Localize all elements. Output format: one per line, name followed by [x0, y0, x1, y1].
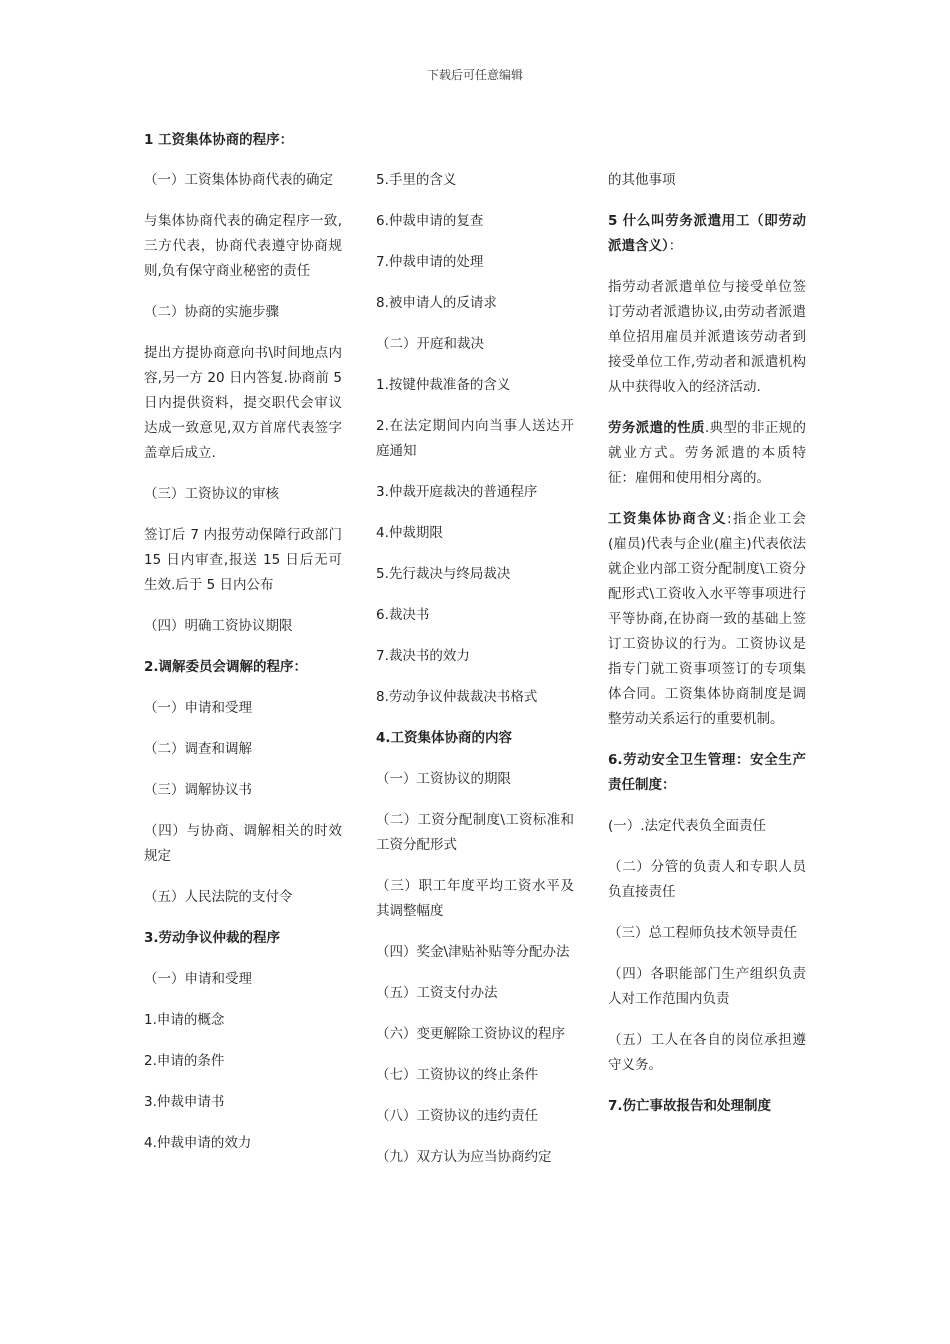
- paragraph: 3.仲裁开庭裁决的普通程序: [376, 484, 538, 500]
- paragraph: （九）双方认为应当协商约定: [376, 1149, 552, 1165]
- paragraph: 提出方提协商意向书\时间地点内容,另一方 20 日内答复.协商前 5 日内提供资料，提交职代会审议达成一致意见,双方首席代表签字盖章后成立.: [144, 345, 342, 461]
- paragraph: 1.按键仲裁准备的含义: [376, 377, 511, 393]
- column-left: [144, 168, 342, 1172]
- section-title: 1 工资集体协商的程序：: [144, 132, 294, 148]
- paragraph: [608, 921, 806, 946]
- paragraph: 签订后 7 内报劳动保障行政部门 15 日内审查,报送 15 日后无可生效.后于 5 日内公布: [144, 527, 342, 593]
- text-span: （四）各职能部门生产组织负责人对工作范围内负责: [608, 966, 806, 1007]
- paragraph: （四）与协商、调解相关的时效规定: [144, 823, 342, 864]
- bold-term: 劳务派遣的性质: [608, 420, 705, 436]
- section-heading: 2.调解委员会调解的程序：: [144, 659, 308, 675]
- bold-term: 5 什么叫劳务派遣用工（即劳动派遣含义）: [608, 213, 806, 254]
- paragraph: （一）工资协议的期限: [376, 771, 511, 787]
- paragraph: 2.在法定期间内向当事人送达开庭通知: [376, 418, 574, 459]
- text-span: :指企业工会(雇员)代表与企业(雇主)代表依法就企业内部工资分配制度\工资分配形式\工资收入水平等事项进行平等协商,在协商一致的基础上签订工资协议的行为。工资协议是指专门就工资事项签订的专项集体合同。工资集体协商制度是调整劳动关系运行的重要机制。: [608, 511, 806, 727]
- text-span: （三）总工程师负技术领导责任: [608, 925, 797, 941]
- paragraph: （一）申请和受理: [144, 971, 252, 987]
- paragraph: [608, 1094, 806, 1119]
- paragraph: [608, 168, 806, 193]
- paragraph: 8.被申请人的反请求: [376, 295, 497, 311]
- paragraph: （六）变更解除工资协议的程序: [376, 1026, 565, 1042]
- paragraph: （二）开庭和裁决: [376, 336, 484, 352]
- paragraph: （五）工资支付办法: [376, 985, 498, 1001]
- bold-term: 6.劳动安全卫生管理：安全生产责任制度：: [608, 752, 806, 793]
- paragraph: （二）调查和调解: [144, 741, 252, 757]
- column-middle: [376, 168, 574, 1186]
- page-header: 下载后可任意编辑: [426, 68, 523, 82]
- paragraph: 8.劳动争议仲裁裁决书格式: [376, 689, 538, 705]
- text-span: .典型的非正规的就业方式。劳务派遣的本质特征：雇佣和使用相分离的。: [608, 420, 807, 486]
- paragraph: （一）工资集体协商代表的确定: [144, 172, 333, 188]
- bold-term: 7.伤亡事故报告和处理制度: [608, 1098, 772, 1114]
- paragraph: [608, 814, 806, 839]
- paragraph: 6.仲裁申请的复查: [376, 213, 484, 229]
- paragraph: （二）工资分配制度\工资标准和工资分配形式: [376, 812, 574, 853]
- paragraph: （四）奖金\津贴补贴等分配办法: [376, 944, 570, 960]
- paragraph: 4.仲裁申请的效力: [144, 1135, 252, 1151]
- paragraph: [608, 855, 806, 905]
- paragraph: 7.仲裁申请的处理: [376, 254, 484, 270]
- paragraph: [608, 275, 806, 400]
- section-heading: 3.劳动争议仲裁的程序: [144, 930, 281, 946]
- paragraph: 7.裁决书的效力: [376, 648, 470, 664]
- text-span: 指劳动者派遣单位与接受单位签订劳动者派遣协议,由劳动者派遣单位招用雇员并派遣该劳动者到接受单位工作,劳动者和派遣机构从中获得收入的经济活动.: [608, 279, 806, 395]
- text-span: 的其他事项: [608, 172, 676, 188]
- text-span: (一）.法定代表负全面责任: [608, 818, 767, 834]
- paragraph: （七）工资协议的终止条件: [376, 1067, 538, 1083]
- paragraph: （五）人民法院的支付令: [144, 889, 293, 905]
- paragraph: （三）工资协议的审核: [144, 486, 279, 502]
- bold-term: 工资集体协商含义: [608, 511, 728, 527]
- paragraph: （一）申请和受理: [144, 700, 252, 716]
- paragraph: [608, 748, 806, 798]
- paragraph: [608, 416, 806, 491]
- text-span: （二）分管的负责人和专职人员负直接责任: [608, 859, 806, 900]
- section-heading: 4.工资集体协商的内容: [376, 730, 513, 746]
- paragraph: 2.申请的条件: [144, 1053, 225, 1069]
- paragraph: 5.先行裁决与终局裁决: [376, 566, 511, 582]
- paragraph: （四）明确工资协议期限: [144, 618, 293, 634]
- paragraph: （八）工资协议的违约责任: [376, 1108, 538, 1124]
- text-span: （五）工人在各自的岗位承担遵守义务。: [608, 1032, 806, 1073]
- column-right: [608, 168, 806, 1135]
- paragraph: [608, 962, 806, 1012]
- paragraph: （三）调解协议书: [144, 782, 252, 798]
- paragraph: 6.裁决书: [376, 607, 430, 623]
- paragraph: （二）协商的实施步骤: [144, 304, 279, 320]
- paragraph: [608, 209, 806, 259]
- paragraph: [608, 507, 806, 732]
- text-span: ：: [668, 238, 683, 254]
- paragraph: 5.手里的含义: [376, 172, 457, 188]
- paragraph: （三）职工年度平均工资水平及其调整幅度: [376, 878, 574, 919]
- paragraph: 1.申请的概念: [144, 1012, 225, 1028]
- paragraph: 4.仲裁期限: [376, 525, 443, 541]
- paragraph: 3.仲裁申请书: [144, 1094, 225, 1110]
- paragraph: 与集体协商代表的确定程序一致,三方代表，协商代表遵守协商规则,负有保守商业秘密的责任: [144, 213, 342, 279]
- paragraph: [608, 1028, 806, 1078]
